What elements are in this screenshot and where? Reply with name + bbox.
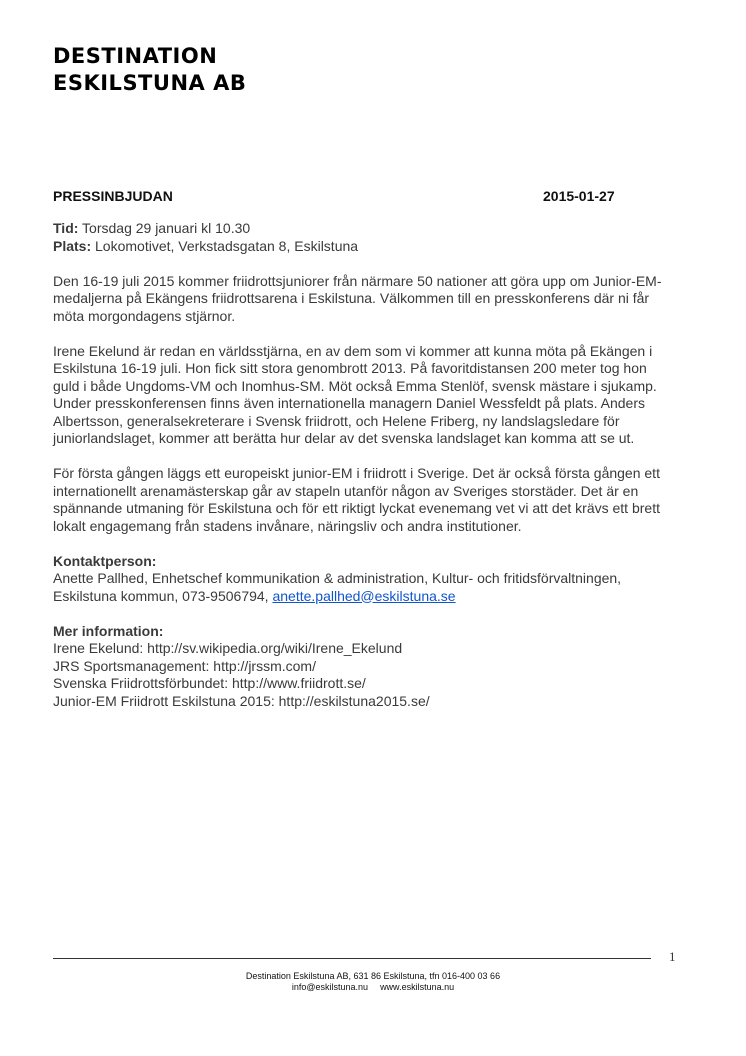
time-label: Tid: — [53, 220, 79, 236]
page-number: 1 — [669, 949, 676, 964]
footer-website: www.eskilstuna.nu — [380, 982, 455, 992]
footer-contact — [0, 982, 746, 993]
contact-block — [53, 553, 673, 606]
footer-email: info@eskilstuna.nu — [291, 982, 369, 992]
more-info-title: Mer information: — [53, 622, 164, 639]
document-body — [53, 188, 673, 728]
place-value: Lokomotivet, Verkstadsgatan 8, Eskilstuna — [91, 237, 359, 254]
logo-line-2: ESKILSTUNA AB — [53, 71, 247, 95]
info-link-item: Irene Ekelund: http://sv.wikipedia.org/wiki/Irene_Ekelund — [53, 640, 403, 656]
paragraph-athletes: Irene Ekelund är redan en världsstjärna, en av dem som vi kommer att kunna möta på Ekängen i Eskilstuna 16-19 juli. Hon fick sitt stora genombrott 2013. På favoritdistansen 200 meter tog hon guld i både Ungdoms-VM och Inomhus-SM. Möt också Emma Stenlöf, svensk mästare i sjukamp. Under presskonferensen finns även internationella managern Daniel Wessfeldt på plats. Anders Albertsson, generalsekreterare i Svensk friidrott, och Helene Friberg, ny landslagsledare för juniorlandslaget, kommer att berätta hur delar av det svenska landslaget kan komma att se ut. — [53, 342, 657, 446]
contact-title: Kontaktperson: — [53, 552, 157, 569]
time-value: Torsdag 29 januari kl 10.30 — [78, 220, 251, 236]
footer-divider — [53, 958, 651, 959]
footer-address: Destination Eskilstuna AB, 631 86 Eskilstuna, tfn 016-400 03 66 — [245, 971, 501, 981]
document-type: PRESSINBJUDAN — [53, 188, 173, 204]
paragraph-event: För första gången läggs ett europeiskt junior-EM i friidrott i Sverige. Det är också första gången ett internationellt arenamästerskap går av stapeln utanför någon av Sveriges storstäder. Det är en spännande utmaning för Eskilstuna och för ett riktigt lyckat evenemang vet vi att det krävs ett brett lokalt engagemang från stadens invånare, näringsliv och andra institutioner. — [53, 465, 660, 534]
paragraph-intro: Den 16-19 juli 2015 kommer friidrottsjuniorer från närmare 50 nationer att göra upp om Junior-EM-medaljerna på Ekängens friidrottsarena i Eskilstuna. Välkommen till en presskonferens där ni får möta morgondagens stjärnor. — [53, 272, 662, 324]
header-row — [53, 188, 673, 206]
place-label: Plats: — [53, 237, 92, 254]
info-link-item: Svenska Friidrottsförbundet: http://www.friidrott.se/ — [53, 675, 366, 691]
contact-line-2: Eskilstuna kommun, 073-9506794, — [53, 587, 273, 604]
meta-block — [53, 220, 673, 255]
info-link-item: JRS Sportsmanagement: http://jrssm.com/ — [53, 657, 316, 674]
footer — [0, 971, 746, 993]
company-logo — [53, 43, 246, 97]
contact-line-1: Anette Pallhed, Enhetschef kommunikation & administration, Kultur- och fritidsförvaltningen, — [53, 570, 622, 586]
contact-email-link[interactable]: anette.pallhed@eskilstuna.se — [272, 587, 456, 604]
document-date: 2015-01-27 — [543, 188, 615, 204]
logo-line-1: DESTINATION — [53, 44, 218, 68]
info-link-item: Junior-EM Friidrott Eskilstuna 2015: http://eskilstuna2015.se/ — [53, 692, 430, 709]
more-info-block — [53, 623, 673, 711]
